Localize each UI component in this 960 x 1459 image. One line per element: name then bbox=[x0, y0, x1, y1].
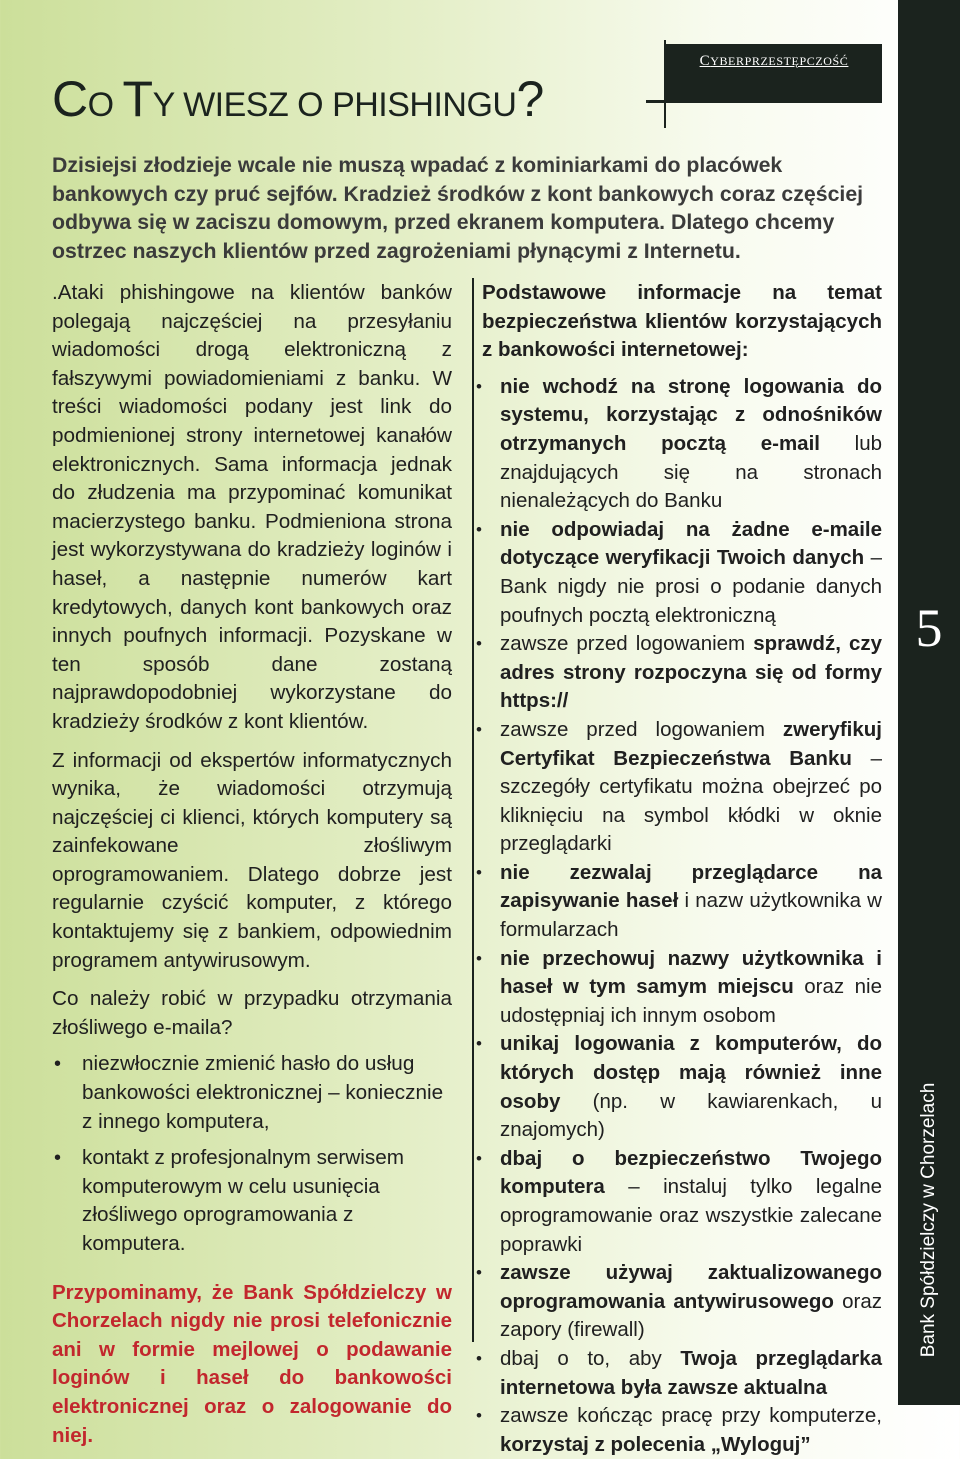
bullet-icon: • bbox=[476, 519, 482, 539]
tip-item: • unikaj logowania z komputerów, do których dostęp mają również inne osoby (np. w kawiarenkach, u znajomych) bbox=[476, 1032, 882, 1142]
list-item: • niezwłocznie zmienić hasło do usług bankowości elektronicznej – koniecznie z innego komputera, bbox=[54, 1052, 444, 1133]
tips-heading: Podstawowe informacje na temat bezpieczeństwa klientów korzystających z bankowości internetowej: bbox=[482, 281, 882, 362]
question-heading: Co należy robić w przypadku otrzymania złośliwego e-maila? bbox=[52, 987, 452, 1039]
bank-reminder: Przypominamy, że Bank Spółdzielczy w Chorzelach nigdy nie prosi telefonicznie ani w formie mejlowej o podawanie loginów i haseł do bankowości elektronicznej oraz o zalogowanie do niej. bbox=[52, 1280, 452, 1447]
bullet-icon: • bbox=[476, 1148, 482, 1168]
security-tips-list bbox=[476, 373, 883, 1459]
tip-item: • nie przechowuj nazwy użytkownika i haseł w tym samym miejscu oraz nie udostępniaj ich innym osobom bbox=[476, 946, 882, 1027]
bullet-icon: • bbox=[476, 719, 482, 739]
bank-name-vertical: Bank Spółdzielczy w Chorzelach bbox=[918, 1082, 939, 1358]
category-box bbox=[666, 44, 882, 102]
column-divider bbox=[472, 278, 474, 1342]
bullet-icon: • bbox=[54, 1053, 62, 1076]
tip-item: • zawsze kończąc pracę przy komputerze, korzystaj z polecenia „Wyloguj” bbox=[476, 1404, 882, 1456]
bullet-icon: • bbox=[476, 1034, 482, 1054]
header-rule-horizontal bbox=[646, 100, 882, 103]
header-rule-vertical bbox=[664, 40, 666, 128]
list-item: • kontakt z profesjonalnym serwisem komputerowym w celu usunięcia złośliwego oprogramowania z komputera. bbox=[54, 1146, 404, 1255]
intro-paragraph: Dzisiejsi złodzieje wcale nie muszą wpadać z kominiarkami do placówek bankowych czy pruć sejfów. Kradzież środków z kont bankowych coraz częściej odbywa się w zaciszu domowym, przed ekranem komputera. Dlatego chcemy ostrzec naszych klientów przed zagrożeniami płynącymi z Internetu. bbox=[52, 153, 864, 263]
bullet-icon: • bbox=[54, 1147, 62, 1170]
action-list bbox=[52, 1050, 452, 1258]
tip-item: • zawsze używaj zaktualizowanego oprogramowania antywirusowego oraz zapory (firewall) bbox=[476, 1261, 883, 1342]
page-title: CO TY WIESZ O PHISHINGU? bbox=[52, 71, 544, 127]
bullet-icon: • bbox=[476, 1406, 482, 1426]
bullet-icon: • bbox=[476, 862, 482, 882]
tip-item: • dbaj o to, aby Twoja przeglądarka internetowa była zawsze aktualna bbox=[476, 1346, 883, 1399]
experts-paragraph: Z informacji od ekspertów informatycznych wynika, że wiadomości otrzymują najczęściej ci klienci, których komputery są zainfekowane złośliwym oprogramowaniem. Dlatego dobrze jest regularnie czyścić komputer, z którego kontaktujemy się z bankiem, odpowiednim programem antywirusowym. bbox=[52, 748, 452, 972]
tip-item: • dbaj o bezpieczeństwo Twojego komputera – instaluj tylko legalne oprogramowanie oraz wszystkie zalecane poprawki bbox=[476, 1146, 882, 1256]
tip-item: • zawsze przed logowaniem zweryfikuj Certyfikat Bezpieczeństwa Banku – szczegóły certyfikatu można obejrzeć po kliknięciu na symbol kłódki w oknie przeglądarki bbox=[476, 717, 882, 856]
bullet-icon: • bbox=[476, 634, 482, 654]
page-number: 5 bbox=[915, 598, 943, 658]
bullet-icon: • bbox=[476, 1263, 482, 1283]
tip-item: • nie wchodź na stronę logowania do systemu, korzystając z odnośników otrzymanych pocztą e-mail lub znajdujących się na stronach nienależących do Banku bbox=[476, 374, 882, 513]
bullet-icon: • bbox=[476, 376, 482, 396]
phishing-description: .Ataki phishingowe na klientów banków polegają najczęściej na przesyłaniu wiadomości drogą elektroniczną z fałszywymi powiadomieniami z banku. W treści wiadomości podany jest link do podmienionej strony internetowej kanałów elektronicznych. Sama informacja jednak do złudzenia ma przypominać komunikat macierzystego banku. Podmieniona strona jest wykorzystywana do kradzieży loginów i haseł, a następnie numerów kart kredytowych, danych kont bankowych oraz innych poufnych informacji. Pozyskane w ten sposób dane zostaną najprawdopodobniej wykorzystane do kradzieży środków z kont klientów. bbox=[52, 281, 452, 733]
sidebar bbox=[898, 0, 960, 1405]
tip-item: • nie zezwalaj przeglądarce na zapisywanie haseł i nazw użytkownika w formularzach bbox=[476, 860, 882, 942]
bullet-icon: • bbox=[476, 1348, 482, 1368]
right-column bbox=[476, 279, 883, 1459]
tip-item: • nie odpowiadaj na żadne e-maile dotyczące weryfikacji Twoich danych – Bank nigdy nie prosi o podanie danych poufnych pocztą elektroniczną bbox=[476, 517, 882, 627]
tip-item: • zawsze przed logowaniem sprawdź, czy adres strony rozpoczyna się od formy https:// bbox=[476, 632, 883, 713]
category-label: CYBERPRZESTĘPCZOŚĆ bbox=[699, 53, 849, 69]
bullet-icon: • bbox=[476, 948, 482, 968]
left-column bbox=[52, 279, 452, 1450]
